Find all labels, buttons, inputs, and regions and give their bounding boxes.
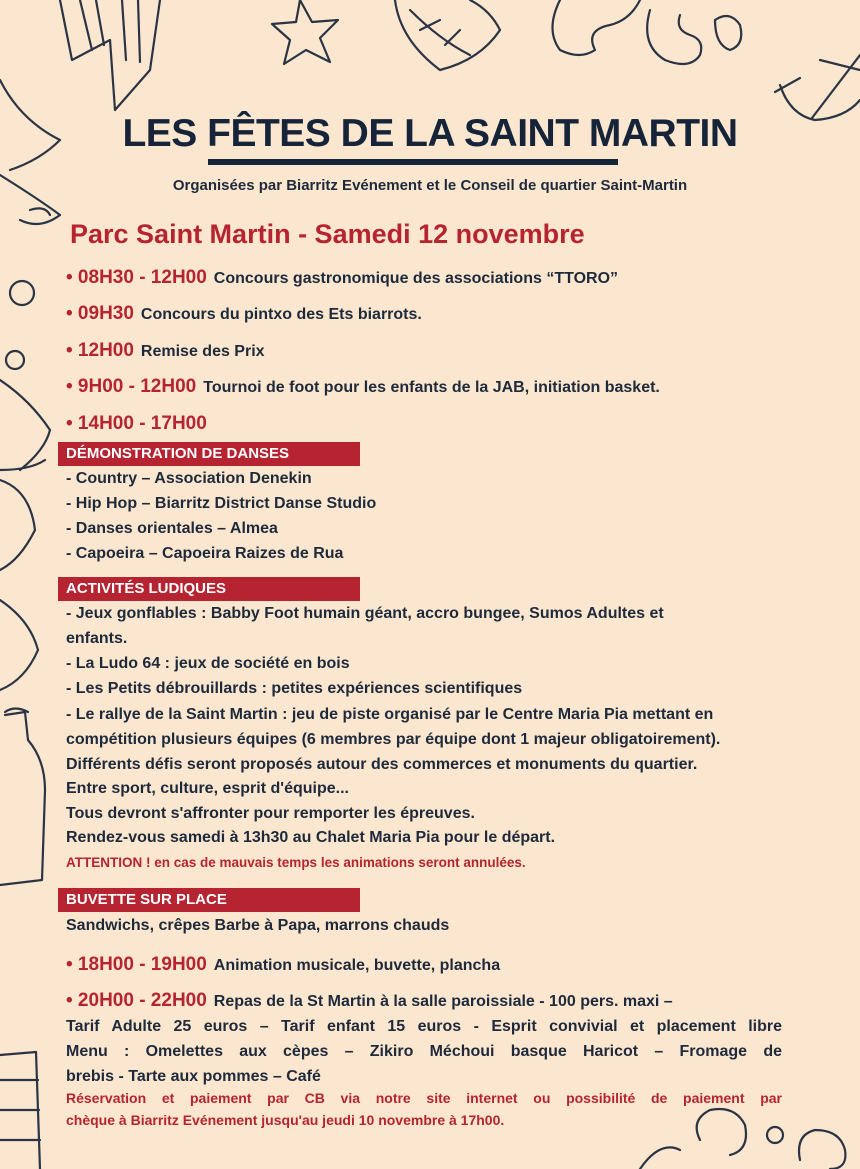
schedule-time: • 09H30 [66,303,134,324]
schedule-desc: Concours du pintxo des Ets biarrots. [140,306,422,323]
dance-line: - Country – Association Denekin [66,470,312,487]
bean-icon [697,1109,746,1155]
bubble-icon [6,351,24,369]
schedule-item [66,954,500,976]
leaf-icon [395,0,500,70]
bean-icon [715,16,741,50]
schedule-time: • 12H00 [66,340,134,361]
activities-heading-band: ACTIVITÉS LUDIQUES [58,577,360,601]
star-icon [272,0,338,64]
schedule-time: • 18H00 - 19H00 [66,954,207,975]
dinner-line: Tarif Adulte 25 euros – Tarif enfant 15 euros - Esprit convivial et placement libre [66,1018,782,1035]
dinner-line: brebis - Tarte aux pommes – Café [66,1068,321,1085]
activity-line: compétition plusieurs équipes (6 membres par équipe dont 1 majeur obligatoirement). [66,731,721,748]
schedule-item [66,376,660,398]
bean-icon [647,10,701,64]
schedule-desc: Repas de la St Martin à la salle paroissiale - 100 pers. maxi – [213,993,673,1010]
dance-line: - Capoeira – Capoeira Raizes de Rua [66,545,344,562]
buvette-heading-band: BUVETTE SUR PLACE [58,888,360,912]
schedule-item [66,267,618,289]
reservation-note: Réservation et paiement par CB via notre site internet ou possibilité de paiement par [66,1090,782,1106]
dances-heading-band: DÉMONSTRATION DE DANSES [58,442,360,466]
page-title: LES FÊTES DE LA SAINT MARTIN [122,112,738,155]
activity-line: Entre sport, culture, esprit d'équipe... [66,780,349,797]
activity-line: Rendez-vous samedi à 13h30 au Chalet Maria Pia pour le départ. [66,829,556,846]
leaf-icon [0,480,35,570]
bubble-icon [767,1127,783,1143]
activity-line: enfants. [66,630,128,647]
activity-line: - Les Petits débrouillards : petites expériences scientifiques [66,680,523,697]
barrel-icon [0,1052,40,1169]
reservation-note: chèque à Biarritz Evénement jusqu'au jeudi 10 novembre à 17h00. [66,1112,505,1128]
title-underline [208,159,618,165]
bean-icon [799,1130,845,1169]
schedule-time: • 20H00 - 22H00 [66,990,207,1011]
flag-icon [60,0,160,110]
activity-line: Tous devront s'affronter pour remporter les épreuves. [66,805,475,822]
anchor-icon [775,55,860,120]
place-date-heading: Parc Saint Martin - Samedi 12 novembre [70,219,585,249]
leaf-icon [0,600,38,690]
schedule-time: • 08H30 - 12H00 [66,267,207,288]
activity-line: - Le rallye de la Saint Martin : jeu de piste organisé par le Centre Maria Pia mettant en [66,706,714,723]
schedule-item [66,340,265,362]
dance-line: - Danses orientales – Almea [66,520,278,537]
organizers-subtitle: Organisées par Biarritz Evénement et le Conseil de quartier Saint-Martin [172,177,688,194]
buvette-line: Sandwichs, crêpes Barbe à Papa, marrons chauds [66,917,450,934]
schedule-desc: Remise des Prix [140,343,265,360]
schedule-item [66,303,422,325]
schedule-desc: Animation musicale, buvette, plancha [213,957,501,974]
activity-line: - Jeux gonflables : Babby Foot humain géant, accro bungee, Sumos Adultes et [66,605,664,622]
schedule-item [66,990,673,1012]
activity-line: Différents défis seront proposés autour des commerces et monuments du quartier. [66,756,698,773]
schedule-desc: Concours gastronomique des associations “TTORO” [213,270,619,287]
mushroom-icon [553,0,641,55]
weather-warning: ATTENTION ! en cas de mauvais temps les animations seront annulées. [66,855,526,870]
bubble-icon [10,281,34,305]
dinner-line: Menu : Omelettes aux cèpes – Zikiro Méchoui basque Haricot – Fromage de [66,1043,782,1060]
cone-icon [0,380,50,470]
leaf-icon [640,1147,680,1169]
dance-line: - Hip Hop – Biarritz District Danse Studio [66,495,377,512]
schedule-time: • 9H00 - 12H00 [66,376,197,397]
schedule-time: • 14H00 - 17H00 [66,413,207,434]
schedule-desc: Tournoi de foot pour les enfants de la JAB, initiation basket. [203,379,660,396]
activity-line: - La Ludo 64 : jeux de société en bois [66,655,350,672]
bottle-icon [0,709,45,886]
schedule-item [66,413,214,435]
